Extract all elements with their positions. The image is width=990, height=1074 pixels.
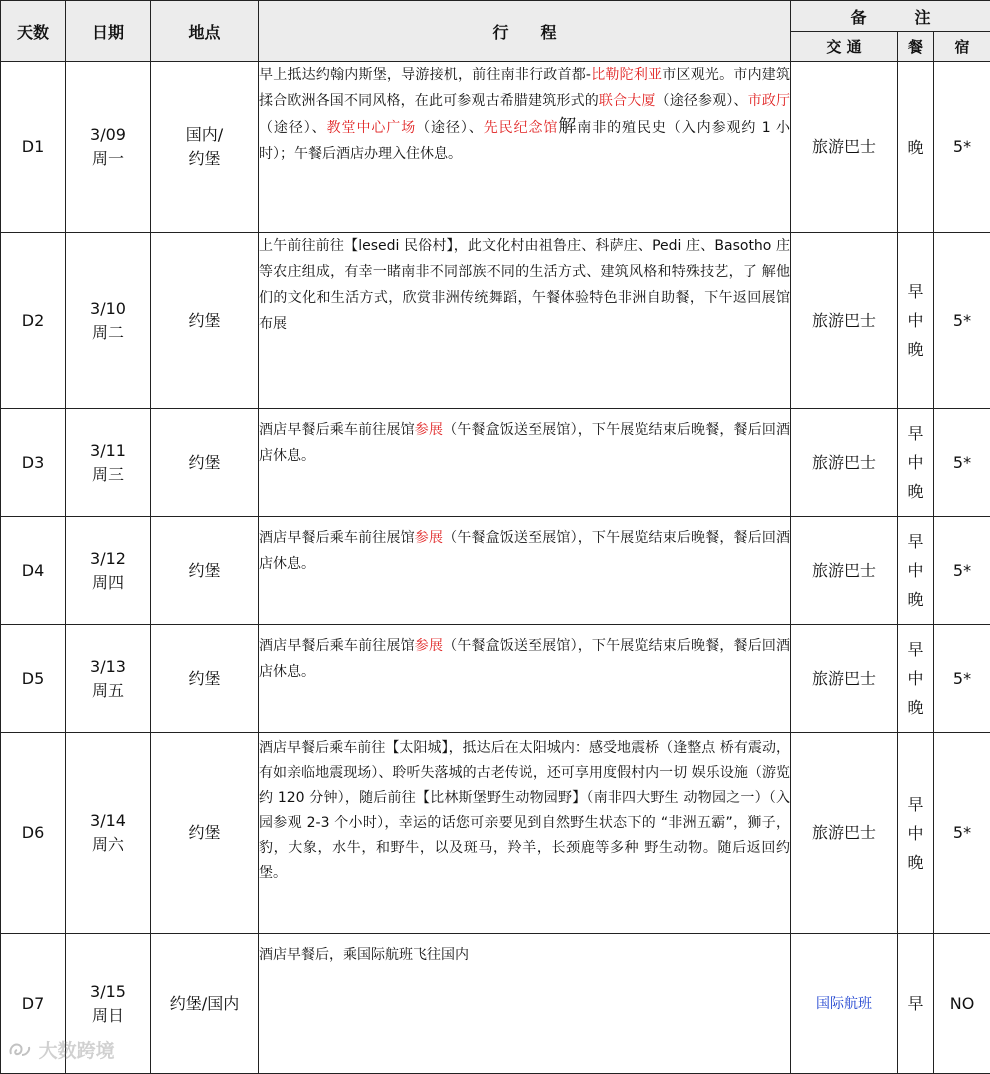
meal-cell [898,409,934,517]
day-cell: D5 [1,625,66,733]
itinerary-description [259,409,791,517]
highlight-text: 参展 [415,638,443,654]
meal-item: 中 [898,819,933,848]
itinerary-row [1,934,990,1074]
itinerary-description [259,934,791,1074]
itinerary-row [1,517,990,625]
lodging-cell: 5* [934,625,990,733]
weekday-value: 周六 [66,833,150,857]
header-day: 天数 [1,1,66,62]
date-cell [66,733,151,934]
date-cell [66,233,151,409]
transport-cell [791,409,898,517]
place-cell: 约堡 [151,625,259,733]
highlight-text: 教堂中心广场 [327,120,417,136]
watermark-logo-icon [8,1040,32,1060]
highlight-text: 参展 [415,530,443,546]
meal-item: 晚 [898,693,933,722]
meal-item: 中 [898,448,933,477]
itinerary-description [259,233,791,409]
day-cell: D6 [1,733,66,934]
weekday-value: 周一 [66,147,150,171]
highlight-text: 市政厅 [748,93,790,109]
meal-item: 早 [898,989,933,1018]
date-value: 3/15 [66,980,150,1004]
place-cell: 约堡 [151,233,259,409]
header-date: 日期 [66,1,151,62]
place-cell: 约堡/国内 [151,934,259,1074]
description-text: （途径参观）、 [656,93,748,109]
transport-value: 旅游巴士 [812,823,876,842]
meal-cell [898,934,934,1074]
description-text: 酒店早餐后乘车前往展馆 [259,422,415,438]
transport-value: 国际航班 [816,996,872,1012]
date-cell [66,517,151,625]
weekday-value: 周四 [66,571,150,595]
header-meal: 餐 [898,32,934,62]
transport-value: 旅游巴士 [812,137,876,156]
lodging-cell: 5* [934,233,990,409]
transport-cell [791,733,898,934]
meal-item: 早 [898,419,933,448]
meal-cell [898,517,934,625]
itinerary-row [1,233,990,409]
lodging-cell: 5* [934,62,990,233]
header-lodging: 宿 [934,32,990,62]
description-text: 酒店早餐后，乘国际航班飞往国内 [259,947,469,963]
date-value: 3/12 [66,547,150,571]
transport-value: 旅游巴士 [812,561,876,580]
meal-item: 中 [898,664,933,693]
day-cell: D3 [1,409,66,517]
lodging-cell: 5* [934,409,990,517]
description-text: 上午前往前往【lesedi 民俗村】，此文化村由祖鲁庄、科萨庄、Pedi 庄、Basotho 庄等农庄组成，有幸一睹南非不同部族不同的生活方式、建筑风格和特殊技艺，了 解他们的文化和生活方式，欣赏非洲传统舞蹈，午餐体验特色非洲自助餐，下午返回展馆布展 [259,238,790,332]
place-cell: 约堡 [151,517,259,625]
meal-cell [898,733,934,934]
description-text: （午餐盒饭送至展馆），下午展览结束后晚餐，餐后回酒店休息。 [259,422,790,464]
highlight-text: 先民纪念馆 [484,120,559,136]
watermark-text: 大数跨境 [39,1040,115,1062]
place-cell: 国内/ 约堡 [151,62,259,233]
day-cell: D1 [1,62,66,233]
itinerary-description [259,62,791,233]
meal-item: 早 [898,790,933,819]
header-itinerary: 行 程 [259,1,791,62]
transport-cell [791,62,898,233]
lodging-cell: NO [934,934,990,1074]
date-value: 3/14 [66,809,150,833]
weekday-value: 周五 [66,679,150,703]
date-value: 3/13 [66,655,150,679]
meal-item: 晚 [898,335,933,364]
day-cell: D4 [1,517,66,625]
date-cell [66,625,151,733]
meal-item: 晚 [898,585,933,614]
transport-cell [791,625,898,733]
meal-item: 早 [898,527,933,556]
meal-item: 早 [898,635,933,664]
meal-cell [898,62,934,233]
itinerary-row [1,733,990,934]
itinerary-description [259,625,791,733]
itinerary-description [259,733,791,934]
weekday-value: 周三 [66,463,150,487]
description-text: （午餐盒饭送至展馆），下午展览结束后晚餐，餐后回酒店休息。 [259,638,790,680]
meal-cell [898,233,934,409]
header-transport: 交 通 [791,32,898,62]
highlight-text: 联合大厦 [599,93,656,109]
watermark [8,1036,115,1063]
transport-cell [791,517,898,625]
meal-item: 晚 [898,848,933,877]
highlight-text: 比勒陀利亚 [591,67,662,83]
meal-item: 早 [898,277,933,306]
date-cell [66,409,151,517]
description-text: 南非的殖民史（入内参观约 1 小时）；午餐后酒店办理入住休息。 [259,120,790,162]
description-text: 酒店早餐后乘车前往展馆 [259,530,415,546]
itinerary-body [1,62,990,1074]
meal-item: 晚 [898,477,933,506]
lodging-cell: 5* [934,733,990,934]
date-value: 3/10 [66,297,150,321]
highlight-text: 参展 [415,422,443,438]
place-cell: 约堡 [151,733,259,934]
description-text: 解 [558,116,577,137]
weekday-value: 周日 [66,1004,150,1028]
weekday-value: 周二 [66,321,150,345]
description-text: （途径）、 [416,120,484,136]
transport-cell [791,934,898,1074]
description-text: （午餐盒饭送至展馆），下午展览结束后晚餐，餐后回酒店休息。 [259,530,790,572]
meal-item: 晚 [898,133,933,162]
itinerary-row [1,625,990,733]
header-place: 地点 [151,1,259,62]
transport-value: 旅游巴士 [812,453,876,472]
date-value: 3/11 [66,439,150,463]
transport-cell [791,233,898,409]
description-text: 市区观光。市内建筑揉合欧洲各国不同风格，在此可参观古希腊建筑形式的 [259,67,790,109]
description-text: （途径）、 [259,120,327,136]
transport-value: 旅游巴士 [812,669,876,688]
day-cell: D2 [1,233,66,409]
meal-item: 中 [898,306,933,335]
date-value: 3/09 [66,123,150,147]
description-text: 酒店早餐后乘车前往【太阳城】，抵达后在太阳城内：感受地震桥（逢整点 桥有震动，有如亲临地震现场）、聆听失落城的古老传说，还可享用度假村内一切 娱乐设施（游览约 120 分钟），随后前往【比林斯堡野生动物园野】（南非四大野生 动物园之一）（入园参观 2-3 个小时），幸运的话您可亲要见到自然野生状态下的 “非洲五霸”，狮子，豹，大象，水牛，和野牛，以及斑马，羚羊，长颈鹿等多种 野生动物。随后返回约堡。 [259,740,790,881]
itinerary-row [1,409,990,517]
place-cell: 约堡 [151,409,259,517]
lodging-cell: 5* [934,517,990,625]
description-text: 早上抵达约翰内斯堡，导游接机，前往南非行政首都- [259,67,591,83]
header-remarks: 备 注 [791,1,990,32]
day-cell: D7 [1,934,66,1074]
meal-item: 中 [898,556,933,585]
itinerary-row [1,62,990,233]
description-text: 酒店早餐后乘车前往展馆 [259,638,415,654]
meal-cell [898,625,934,733]
itinerary-description [259,517,791,625]
transport-value: 旅游巴士 [812,311,876,330]
date-cell [66,62,151,233]
